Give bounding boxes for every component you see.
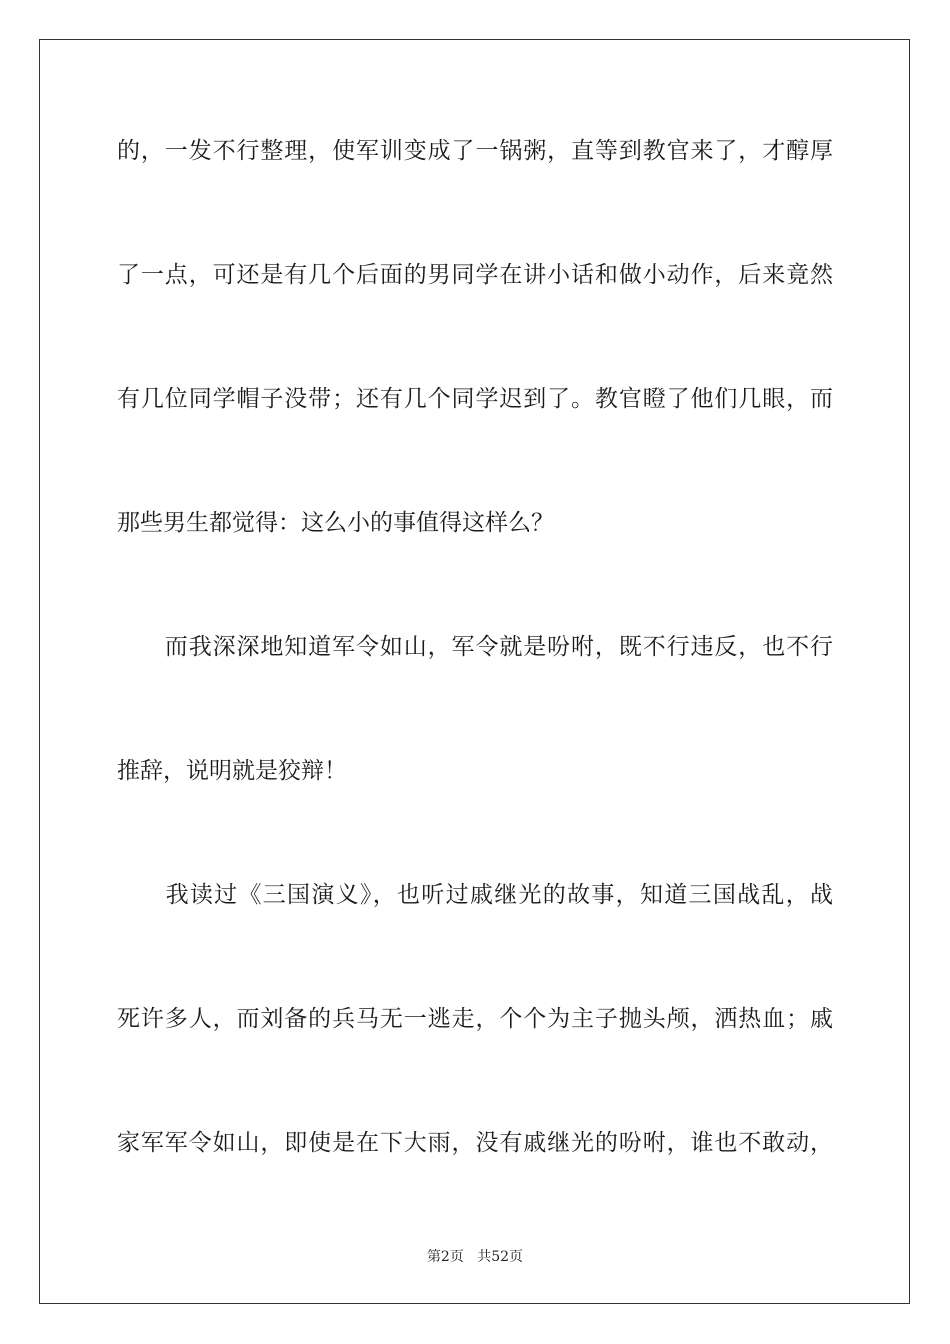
text-line: 我读过《三国演义》，也听过戚继光的故事，知道三国战乱，战 bbox=[117, 882, 833, 908]
text-line: 死许多人，而刘备的兵马无一逃走，个个为主子抛头颅，洒热血；戚 bbox=[117, 1006, 833, 1032]
text-line: 推辞，说明就是狡辩！ bbox=[117, 758, 347, 784]
text-line: 的，一发不行整理，使军训变成了一锅粥，直等到教官来了，才醇厚 bbox=[117, 138, 833, 164]
page-number: 第2页 bbox=[426, 1249, 464, 1265]
text-line: 了一点，可还是有几个后面的男同学在讲小话和做小动作，后来竟然 bbox=[117, 262, 833, 288]
text-line: 有几位同学帽子没带；还有几个同学迟到了。教官瞪了他们几眼，而 bbox=[117, 386, 833, 412]
text-line: 而我深深地知道军令如山，军令就是吩咐，既不行违反，也不行 bbox=[117, 634, 833, 660]
page-total: 共52页 bbox=[477, 1249, 524, 1265]
text-line: 那些男生都觉得：这么小的事值得这样么？ bbox=[117, 510, 554, 536]
page-footer bbox=[0, 1248, 950, 1266]
text-line: 家军军令如山，即使是在下大雨，没有戚继光的吩咐，谁也不敢动， bbox=[117, 1130, 833, 1156]
page-border bbox=[39, 39, 910, 1304]
